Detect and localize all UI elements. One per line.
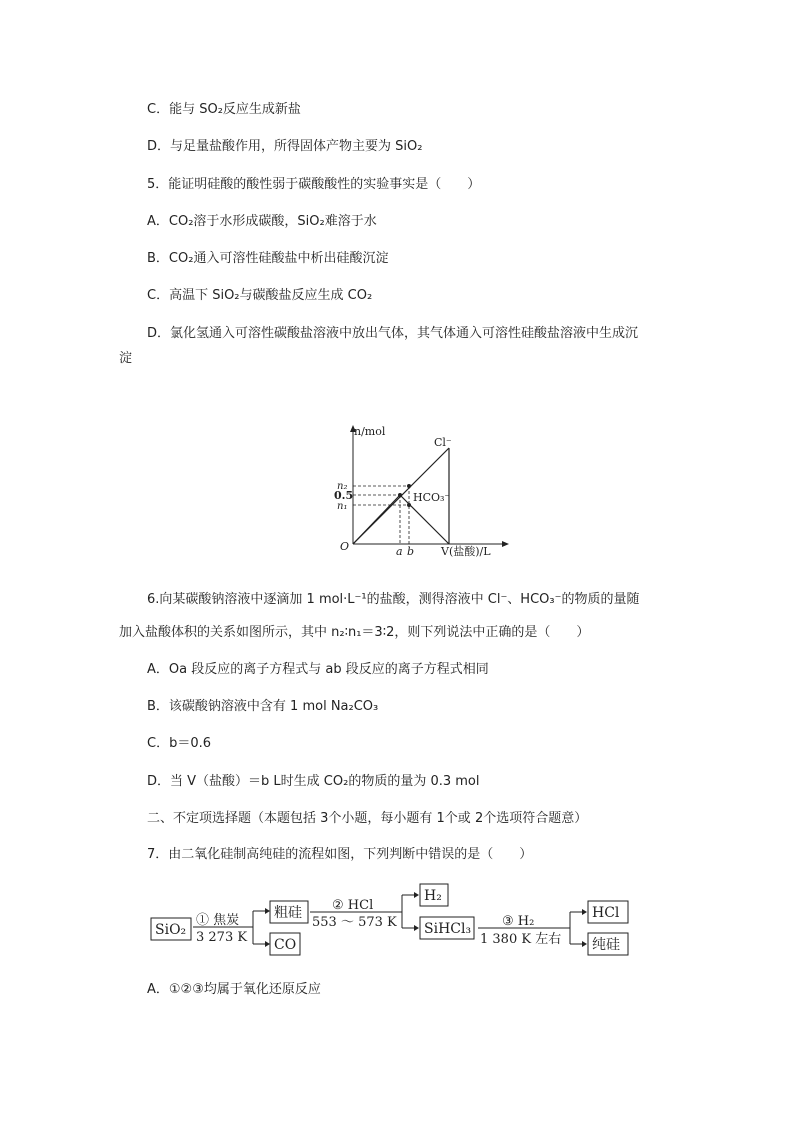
- point-b-cl: [407, 484, 411, 488]
- q4-option-c: C．能与 SO₂反应生成新盐: [147, 102, 301, 117]
- q6-stem-line1: 6.向某碳酸钠溶液中逐滴加 1 mol·L⁻¹的盐酸，测得溶液中 Cl⁻、HCO₃⁻的物质的量随: [147, 592, 640, 607]
- b-tick-label: b: [407, 545, 415, 558]
- h2-label: H₂: [424, 888, 442, 904]
- n1-tick-label: n₁: [337, 501, 348, 512]
- step2-top-label: ② HCl: [332, 898, 374, 913]
- q6-option-c: C．b＝0.6: [147, 736, 212, 751]
- x-axis-arrow: [502, 541, 509, 547]
- q7-option-a: A．①②③均属于氧化还原反应: [147, 982, 321, 997]
- hcl-label: HCl: [592, 905, 620, 921]
- crude-si-label: 粗硅: [274, 905, 302, 921]
- hco3-rise-line: [353, 495, 400, 544]
- pure-si-label: 纯硅: [592, 937, 620, 953]
- branch2-bottom-arrowhead: [414, 925, 419, 931]
- branch3-top-arrowhead: [582, 909, 587, 915]
- a-tick-label: a: [396, 545, 403, 558]
- sio2-label: SiO₂: [155, 922, 187, 938]
- step3-top-label: ③ H₂: [502, 914, 535, 929]
- half-tick-label: 0.5: [334, 489, 354, 502]
- q5-option-d-line2: 淀: [119, 351, 133, 366]
- step2-bottom-label: 553 ～ 573 K: [312, 915, 397, 930]
- step1-bottom-label: 3 273 K: [196, 930, 248, 945]
- q5-option-b: B．CO₂通入可溶性硅酸盐中析出硅酸沉淀: [147, 251, 389, 266]
- step1-top-label: ① 焦炭: [196, 913, 240, 928]
- n2-tick-label: n₂: [337, 481, 348, 492]
- q5-option-c: C．高温下 SiO₂与碳酸盐反应生成 CO₂: [147, 288, 373, 303]
- branch1-bottom-arrowhead: [265, 941, 270, 947]
- q6-option-b: B．该碳酸钠溶液中含有 1 mol Na₂CO₃: [147, 699, 379, 714]
- cl-series-label: Cl⁻: [434, 436, 452, 449]
- section2-title: 二、不定项选择题（本题包括 3个小题，每小题有 1个或 2个选项符合题意）: [147, 811, 588, 826]
- q4-option-d: D．与足量盐酸作用，所得固体产物主要为 SiO₂: [147, 139, 423, 154]
- x-axis-label: V(盐酸)/L: [441, 545, 491, 558]
- co-label: CO: [274, 937, 297, 953]
- origin-label: O: [340, 540, 350, 553]
- q7-flow-diagram: [150, 880, 640, 962]
- hco3-series-label: HCO₃⁻: [413, 491, 451, 504]
- y-axis-label: n/mol: [354, 425, 386, 438]
- branch3-bottom-arrowhead: [582, 941, 587, 947]
- branch1-top-arrowhead: [265, 908, 270, 914]
- q5-stem: 5．能证明硅酸的酸性弱于碳酸酸性的实验事实是（ ）: [147, 177, 481, 192]
- q6-stem-line2: 加入盐酸体积的关系如图所示，其中 n₂∶n₁＝3∶2，则下列说法中正确的是（ ）: [119, 625, 590, 640]
- q6-option-d: D．当 V（盐酸）＝b L时生成 CO₂的物质的量为 0.3 mol: [147, 774, 480, 789]
- step3-bottom-label: 1 380 K 左右: [480, 932, 562, 947]
- q6-graph: [320, 420, 520, 560]
- q5-option-a: A．CO₂溶于水形成碳酸，SiO₂难溶于水: [147, 214, 377, 229]
- q7-stem: 7．由二氧化硅制高纯硅的流程如图，下列判断中错误的是（ ）: [147, 847, 533, 862]
- q6-option-a: A．Oa 段反应的离子方程式与 ab 段反应的离子方程式相同: [147, 662, 489, 677]
- point-b-hco3: [407, 503, 411, 507]
- branch2-top-arrowhead: [414, 892, 419, 898]
- sihcl3-label: SiHCl₃: [424, 921, 472, 937]
- point-a: [398, 493, 402, 497]
- q5-option-d-line1: D．氯化氢通入可溶性碳酸盐溶液中放出气体，其气体通入可溶性硅酸盐溶液中生成沉: [147, 326, 639, 341]
